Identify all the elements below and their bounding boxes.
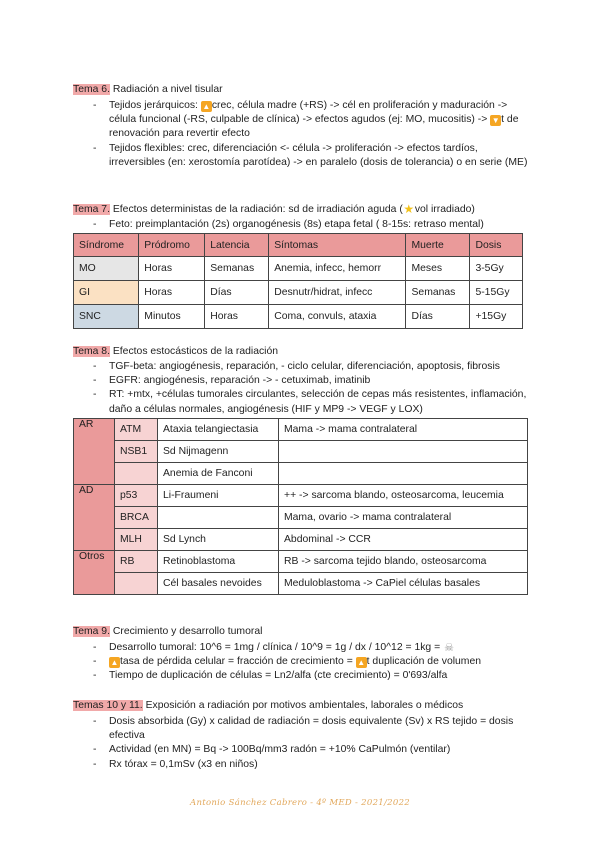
list-item	[93, 360, 538, 374]
table-cell: RB	[115, 551, 158, 573]
table-cell: Semanas	[205, 257, 269, 281]
table-row	[74, 281, 523, 305]
item-text: Tejidos jerárquicos:	[109, 100, 201, 111]
table-cell: MLH	[115, 529, 158, 551]
list-item	[93, 388, 538, 416]
section-title-text: vol irradiado)	[414, 204, 475, 215]
item-text: tasa de pérdida celular = fracción de crecimiento =	[120, 656, 356, 668]
section-tema-9-title	[73, 626, 262, 637]
list-item	[93, 758, 523, 772]
table-cell: Días	[406, 305, 470, 329]
arrow-up-icon: ▲	[202, 102, 211, 111]
item-text: RT: +mtx, +células tumorales circulantes, selección de cepas más resistentes, inflamación, daño a células normales, angiogénesis (HIF y MP9 -> VEGF y LOX)	[109, 389, 527, 415]
tema-9-list	[93, 641, 538, 684]
table-cell: Horas	[139, 281, 205, 305]
table-cell: Mama -> mama contralateral	[279, 419, 528, 441]
list-item	[93, 99, 533, 142]
table-cell: Anemia, infecc, hemorr	[269, 257, 406, 281]
group-cell: Otros	[74, 551, 115, 595]
list-item	[93, 641, 538, 655]
table-cell	[115, 573, 158, 595]
table-cell: Retinoblastoma	[158, 551, 279, 573]
footer-author: Antonio Sánchez Cabrero - 4º MED - 2021/2022	[190, 798, 410, 808]
item-text: Feto: preimplantación (2s) organogénesis (8s) etapa fetal ( 8-15s: retraso mental)	[109, 219, 484, 230]
table-cell: p53	[115, 485, 158, 507]
section-title-text: Efectos deterministas de la radiación: sd de irradiación aguda (	[109, 204, 403, 215]
item-text: Tiempo de duplicación de células = Ln2/alfa (cte crecimiento) = 0'693/alfa	[109, 670, 448, 682]
section-tema-10-11-title	[73, 700, 463, 711]
table-row	[74, 441, 528, 463]
genetic-syndromes-table	[73, 418, 528, 595]
section-title-text: Exposición a radiación por motivos ambientales, laborales o médicos	[142, 700, 464, 711]
table-cell: Días	[205, 281, 269, 305]
table-cell: Horas	[205, 305, 269, 329]
section-tag: Tema 6.	[73, 84, 110, 95]
table-cell: Sd Lynch	[158, 529, 279, 551]
table-cell: ATM	[115, 419, 158, 441]
arrow-up-icon: ▲	[110, 658, 119, 668]
table-cell: NSB1	[115, 441, 158, 463]
item-text: Tejidos flexibles: crec, diferenciación <- célula -> proliferación -> efectos tardíos, irreversibles (en: xerostomía parotídea) -> en paralelo (dosis de tolerancia) o en serie (ME)	[109, 142, 528, 168]
list-item	[93, 715, 523, 743]
tema-10-11-list	[93, 715, 523, 772]
table-cell: RB -> sarcoma tejido blando, osteosarcoma	[279, 551, 528, 573]
item-text: crec, célula madre (+RS) -> cél en proliferación y maduración -> célula funcional (-RS, culpable de clínica) -> efectos agudos (ej: MO, mucositis) ->	[109, 100, 508, 126]
item-text: Dosis absorbida (Gy) x calidad de radiación = dosis equivalente (Sv) x RS tejido = dosis efectiva	[109, 716, 514, 742]
column-header: Latencia	[205, 234, 269, 257]
section-title-text: Crecimiento y desarrollo tumoral	[109, 626, 263, 637]
syndrome-table	[73, 233, 523, 329]
section-title-text: Efectos estocásticos de la radiación	[109, 346, 279, 357]
table-cell: 3-5Gy	[470, 257, 523, 281]
table-row	[74, 463, 528, 485]
table-cell: MO	[74, 257, 139, 281]
arrow-down-icon: ▼	[491, 116, 500, 126]
column-header: Muerte	[406, 234, 470, 257]
section-tag: Temas 10 y 11.	[73, 700, 143, 711]
table-row	[74, 507, 528, 529]
list-item	[93, 743, 523, 757]
list-item	[93, 218, 533, 232]
table-cell: Meduloblastoma -> CaPiel células basales	[279, 573, 528, 595]
table-cell: +15Gy	[470, 305, 523, 329]
table-cell: Minutos	[139, 305, 205, 329]
list-item	[93, 669, 538, 683]
table-cell	[115, 463, 158, 485]
table-row	[74, 257, 523, 281]
table-cell: ++ -> sarcoma blando, osteosarcoma, leucemia	[279, 485, 528, 507]
table-cell: Sd Nijmagenn	[158, 441, 279, 463]
arrow-up-icon: ▲	[357, 658, 366, 668]
table-cell: BRCA	[115, 507, 158, 529]
column-header: Síntomas	[269, 234, 406, 257]
table-cell	[158, 507, 279, 529]
table-cell: Anemia de Fanconi	[158, 463, 279, 485]
section-tag: Tema 9.	[73, 626, 110, 637]
table-cell: GI	[74, 281, 139, 305]
list-item	[93, 655, 538, 669]
column-header: Dosis	[470, 234, 523, 257]
table-cell: Cél basales nevoides	[158, 573, 279, 595]
table-row	[74, 551, 528, 573]
section-tema-7-title	[73, 204, 475, 215]
table-row	[74, 573, 528, 595]
section-tag: Tema 7.	[73, 204, 110, 215]
section-tag: Tema 8.	[73, 346, 110, 357]
table-cell: Meses	[406, 257, 470, 281]
tema-8-list	[93, 360, 538, 417]
tema-6-list	[93, 99, 533, 170]
table-row	[74, 529, 528, 551]
table-cell	[279, 463, 528, 485]
item-text: EGFR: angiogénesis, reparación -> - cetuximab, imatinib	[109, 375, 371, 387]
table-cell: Coma, convuls, ataxia	[269, 305, 406, 329]
table-row	[74, 485, 528, 507]
item-text: TGF-beta: angiogénesis, reparación, - ciclo celular, diferenciación, apoptosis, fibrosis	[109, 361, 500, 372]
table-cell: Ataxia telangiectasia	[158, 419, 279, 441]
list-item	[93, 142, 533, 170]
item-text: t duplicación de volumen	[366, 656, 482, 668]
table-cell: Abdominal -> CCR	[279, 529, 528, 551]
section-tema-8-title	[73, 346, 278, 357]
item-text: Desarrollo tumoral: 10^6 = 1mg / clínica / 10^9 = 1g / dx / 10^12 = 1kg =	[109, 642, 444, 653]
skull-icon: ☠	[444, 642, 454, 654]
tema-7-list	[93, 218, 533, 232]
table-cell: Horas	[139, 257, 205, 281]
section-title-text: Radiación a nivel tisular	[109, 84, 223, 95]
table-cell	[279, 441, 528, 463]
table-cell: Li-Fraumeni	[158, 485, 279, 507]
star-icon: ★	[403, 202, 415, 216]
group-cell: AR	[74, 419, 115, 485]
table-cell: Semanas	[406, 281, 470, 305]
group-cell: AD	[74, 485, 115, 551]
table-cell: 5-15Gy	[470, 281, 523, 305]
column-header: Pródromo	[139, 234, 205, 257]
table-header-row	[74, 234, 523, 257]
table-row	[74, 305, 523, 329]
item-text: t de renovación para revertir efecto	[109, 114, 519, 140]
table-cell: Mama, ovario -> mama contralateral	[279, 507, 528, 529]
table-row	[74, 419, 528, 441]
list-item	[93, 374, 538, 388]
table-cell: Desnutr/hidrat, infecc	[269, 281, 406, 305]
item-text: Actividad (en MN) = Bq -> 100Bq/mm3 radón = +10% CaPulmón (ventilar)	[109, 744, 451, 756]
column-header: Síndrome	[74, 234, 139, 257]
section-tema-6-title	[73, 84, 223, 95]
table-cell: SNC	[74, 305, 139, 329]
item-text: Rx tórax = 0,1mSv (x3 en niños)	[109, 758, 258, 770]
